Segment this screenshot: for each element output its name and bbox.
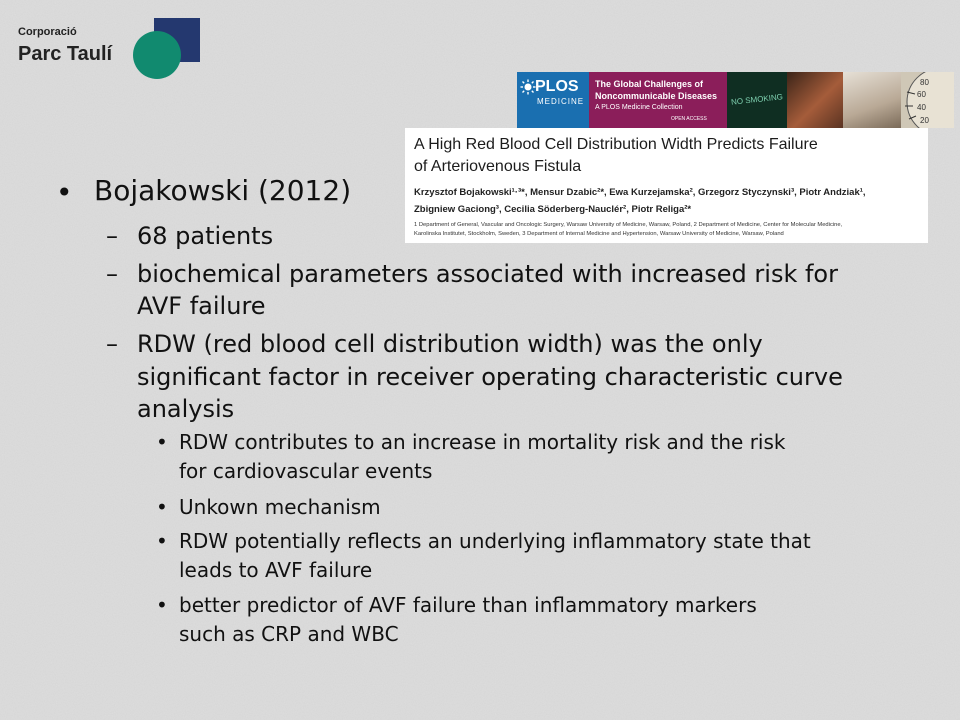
sub-mortality-line-2: for cardiovascular events [179,459,433,483]
item-rdw-line-2: significant factor in receiver operating characteristic curve [137,363,843,391]
sub-inflammatory-line-1: RDW potentially reflects an underlying inflammatory state that [179,529,811,553]
paper-affiliations-line-2: Karolinska Institutet, Stockholm, Sweden, 3 Department of Internal Medicine and Hypertension, Warsaw University of Medicine, Warsaw, Poland [414,231,784,237]
photo-syringe [843,72,901,128]
logo-small-text: Corporació [18,26,77,38]
paper-affiliations-line-1: 1 Department of General, Vascular and Oncologic Surgery, Warsaw University of Medicine, Warsaw, Poland, 2 Department of Medicine, Center for Molecular Medicine, [414,222,843,228]
paper-title-line-1: A High Red Blood Cell Distribution Width Predicts Failure [414,136,818,153]
sub-inflammatory-line-2: leads to AVF failure [179,558,373,582]
bullet-marker-l2-2: – [106,260,118,288]
paper-authors-line-1: Krzysztof Bojakowski¹·³*, Mensur Dzabic²*, Ewa Kurzejamska², Grzegorz Styczynski³, Piotr Andziak¹, [414,187,866,198]
collection-line-2: Noncommunicable Diseases [595,91,718,101]
bullet-marker-l3-1: • [156,430,168,454]
gauge-number-1: 80 [920,78,929,87]
item-68-patients: 68 patients [137,222,274,250]
sub-unknown-mechanism: Unkown mechanism [179,495,381,519]
item-rdw-line-3: analysis [137,395,235,423]
photo-gauge [901,72,954,128]
logo-mark-icon [132,18,202,80]
gauge-number-2: 60 [917,90,926,99]
plos-logo [517,72,589,128]
item-rdw-line-1: RDW (red blood cell distribution width) was the only [137,330,763,358]
paper-title-line-2: of Arteriovenous Fistula [414,158,582,175]
plos-collection-banner [517,72,954,128]
bullet-marker-l2-1: – [106,222,118,250]
bullet-marker-l3-3: • [156,529,168,553]
logo-big-text: Parc Taulí [18,43,113,65]
sub-mortality-line-1: RDW contributes to an increase in mortality risk and the risk [179,430,786,454]
paper-authors-line-2: Zbigniew Gaciong³, Cecilia Söderberg-Nauclér², Piotr Religa²* [414,204,692,215]
no-smoking-text: NO SMOKING [730,92,784,107]
collection-title-box [589,72,727,128]
sub-predictor-line-1: better predictor of AVF failure than inflammatory markers [179,593,757,617]
plos-name: PLOS [535,78,579,95]
gauge-number-4: 20 [920,116,929,125]
item-biochemical-line-2: AVF failure [137,292,266,320]
parc-tauli-logo [18,24,208,84]
bullet-marker-l3-2: • [156,495,168,519]
bullet-marker-l3-4: • [156,593,168,617]
open-access-label: OPEN ACCESS [671,116,707,122]
paper-header-image [405,128,928,243]
bullet-marker-l1: • [56,176,73,209]
photo-hands [787,72,843,128]
collection-line-3: A PLOS Medicine Collection [595,104,683,111]
collection-line-1: The Global Challenges of [595,79,704,89]
sub-predictor-line-2: such as CRP and WBC [179,622,399,646]
bullet-marker-l2-3: – [106,330,118,358]
gauge-number-3: 40 [917,103,926,112]
plos-sub: MEDICINE [537,97,585,106]
heading-bojakowski: Bojakowski (2012) [94,174,352,207]
plos-sun-icon [520,79,536,95]
item-biochemical-line-1: biochemical parameters associated with increased risk for [137,260,838,288]
